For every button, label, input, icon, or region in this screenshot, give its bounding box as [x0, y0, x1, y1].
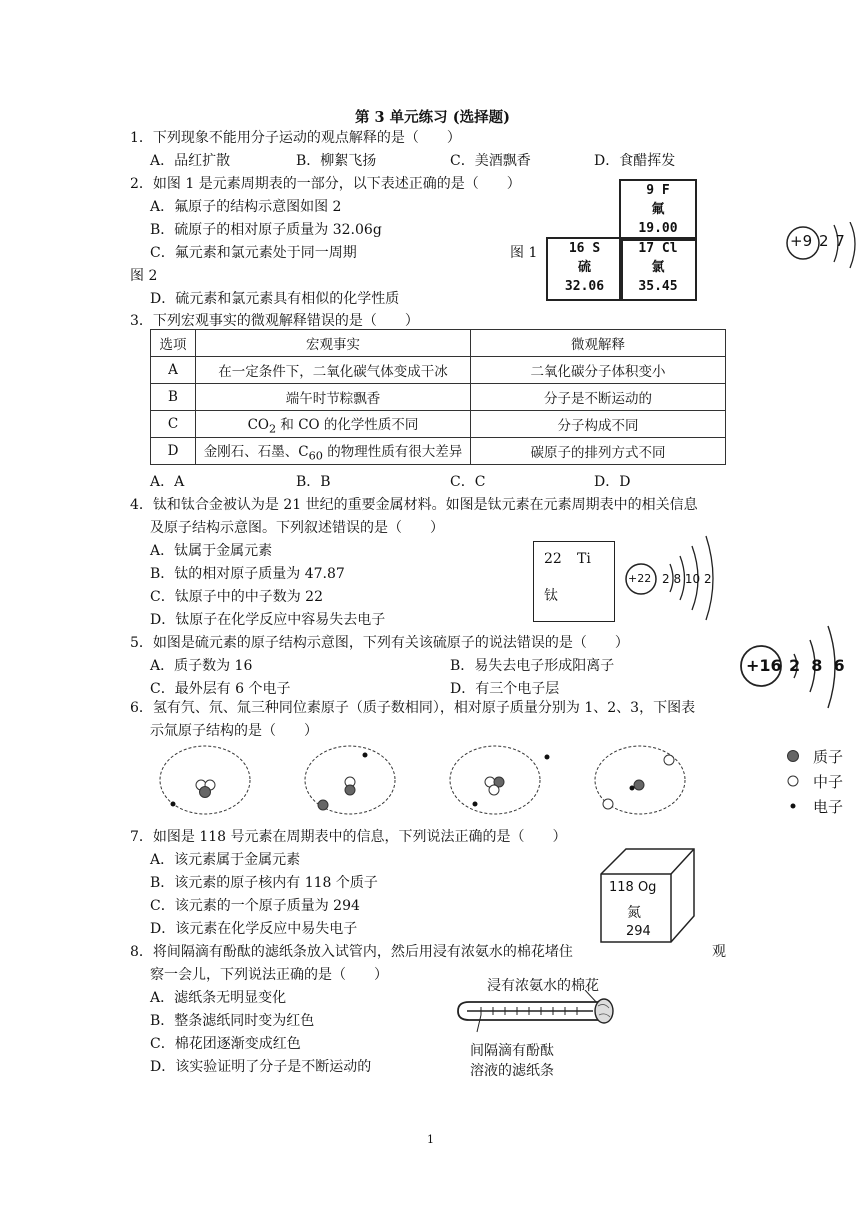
ti-nucleus-label: +22: [628, 572, 652, 585]
q4-option-d: D．钛原子在化学反应中容易失去电子: [150, 612, 386, 628]
q5-option-a: A．质子数为 16: [150, 658, 253, 674]
table-cell: A: [151, 357, 196, 384]
formula-text: 和 CO 的化学性质不同: [276, 416, 419, 433]
table-row: [151, 411, 726, 438]
q4-option-c: C．钛原子中的中子数为 22: [150, 589, 323, 605]
cell-f-mass: 19.00: [638, 221, 678, 236]
q3-stem: 3．下列宏观事实的微观解释错误的是（ ）: [130, 313, 419, 329]
q4-option-b: B．钛的相对原子质量为 47.87: [150, 566, 345, 582]
q3-table: [150, 329, 726, 465]
cotton-label: 浸有浓氨水的棉花: [487, 978, 599, 994]
legend-proton-label: 质子: [813, 748, 844, 766]
table-header-row: [151, 330, 726, 357]
q8-stem-line2: 察一会儿，下列说法正确的是（ ）: [150, 967, 388, 983]
hydrogen-isotope-options: [150, 740, 750, 820]
table-cell: [196, 411, 471, 438]
table-cell: 在一定条件下，二氧化碳气体变成干冰: [196, 357, 471, 384]
q5-stem: 5．如图是硫元素的原子结构示意图，下列有关该硫原子的说法错误的是（ ）: [130, 635, 629, 651]
q2-option-b: B．硫原子的相对原子质量为 32.06g: [150, 222, 382, 238]
q4-stem-line1: 4．钛和钛合金被认为是 21 世纪的重要金属材料。如图是钛元素在元素周期表中的相关信息: [130, 497, 698, 513]
table-header-cell: 选项: [151, 330, 196, 357]
q7-option-a: A．该元素属于金属元素: [150, 852, 301, 868]
ti-atomic-number: 22: [544, 551, 562, 567]
cell-s-mass: 32.06: [564, 279, 605, 294]
q1-option-b: B．柳絮飞扬: [296, 153, 377, 169]
formula-subscript: 2: [268, 422, 277, 436]
q5-option-b: B．易失去电子形成阳离子: [450, 658, 615, 674]
table-cell: 分子是不断运动的: [471, 384, 726, 411]
q8-option-c: C．棉花团逐渐变成红色: [150, 1036, 301, 1052]
fluorine-nucleus-label: +9: [790, 232, 813, 250]
q8-option-d: D．该实验证明了分子是不断运动的: [150, 1059, 372, 1075]
q8-option-a: A．滤纸条无明显变化: [150, 990, 287, 1006]
q3-option-d: D．D: [594, 474, 631, 490]
q7-stem: 7．如图是 118 号元素在周期表中的信息，下列说法正确的是（ ）: [130, 829, 567, 845]
q2-option-a: A．氟原子的结构示意图如图 2: [150, 199, 342, 215]
q7-option-c: C．该元素的一个原子质量为 294: [150, 898, 360, 914]
element-cell-cl: [619, 237, 697, 301]
formula-text: CO: [247, 416, 269, 433]
q6-stem-line1: 6．氢有氕、氘、氚三种同位素原子（质子数相同），相对原子质量分别为 1、2、3，下图表: [130, 700, 696, 716]
isotope-diagram-d: [595, 746, 685, 814]
ti-name: 钛: [544, 588, 558, 604]
q8-stem-line1-a: 8．将间隔滴有酚酞的滤纸条放入试管内，然后用浸有浓氨水的棉花堵住: [130, 944, 573, 960]
page-title: 第 3 单元练习 (选择题): [355, 109, 510, 126]
q2-fig2-label: 图 2: [130, 268, 158, 284]
isotope-diagram-a: [160, 746, 250, 814]
og-name: 氮: [627, 905, 641, 921]
ti-shells-label: 2 8 10 2: [662, 572, 712, 586]
q8-stem-line1-b: 观: [712, 944, 726, 960]
og-mass: 294: [626, 924, 651, 939]
cell-f-name: 氟: [651, 202, 665, 217]
filter-strip-label-line1: 间隔滴有酚酞: [470, 1043, 554, 1059]
page-number: 1: [427, 1133, 434, 1146]
q2-option-c: C．氟元素和氯元素处于同一周期: [150, 245, 357, 261]
q1-option-d: D．食醋挥发: [594, 153, 676, 169]
q5-option-d: D．有三个电子层: [450, 681, 560, 697]
q1-option-c: C．美酒飘香: [450, 153, 531, 169]
q8-option-b: B．整条滤纸同时变为红色: [150, 1013, 315, 1029]
formula-text: 金刚石、石墨、C: [203, 443, 309, 460]
q4-stem-line2: 及原子结构示意图。下列叙述错误的是（ ）: [150, 520, 444, 536]
q1-stem: 1．下列现象不能用分子运动的观点解释的是（ ）: [130, 130, 461, 146]
isotope-diagram-c: [450, 746, 550, 814]
q7-option-d: D．该元素在化学反应中易失电子: [150, 921, 358, 937]
table-row: [151, 357, 726, 384]
q2-fig1-label: 图 1: [510, 245, 538, 261]
q1-option-a: A．品红扩散: [150, 153, 231, 169]
cell-s-number-symbol: 16 S: [568, 241, 601, 256]
table-cell: 分子构成不同: [471, 411, 726, 438]
table-cell: D: [151, 438, 196, 465]
sulfur-shells-label: 2 8 6: [789, 656, 845, 675]
test-tube-diagram: [455, 990, 625, 1040]
q6-stem-line2: 示氚原子结构的是（ ）: [150, 723, 318, 739]
formula-text: 的物理性质有很大差异: [322, 443, 463, 460]
table-cell: 端午时节粽飘香: [196, 384, 471, 411]
legend-neutron-label: 中子: [813, 773, 844, 791]
q2-option-d: D．硫元素和氯元素具有相似的化学性质: [150, 291, 400, 307]
sulfur-nucleus-label: +16: [746, 656, 782, 675]
legend-electron-label: 电子: [813, 798, 844, 816]
q3-option-a: A．A: [150, 474, 185, 490]
q5-option-c: C．最外层有 6 个电子: [150, 681, 291, 697]
table-cell: 碳原子的排列方式不同: [471, 438, 726, 465]
table-row: [151, 438, 726, 465]
q2-stem: 2．如图 1 是元素周期表的一部分，以下表述正确的是（ ）: [130, 176, 521, 192]
q3-option-c: C．C: [450, 474, 486, 490]
og-number-symbol: 118 Og: [609, 880, 657, 895]
element-cell-f: [619, 179, 697, 241]
formula-subscript: 60: [308, 449, 323, 463]
isotope-diagram-b: [305, 746, 395, 814]
table-cell: 二氧化碳分子体积变小: [471, 357, 726, 384]
q3-option-b: B．B: [296, 474, 331, 490]
table-header-cell: 微观解释: [471, 330, 726, 357]
q7-option-b: B．该元素的原子核内有 118 个质子: [150, 875, 378, 891]
fluorine-shells-label: 2 7: [819, 232, 846, 250]
cell-cl-number-symbol: 17 Cl: [638, 241, 678, 256]
cell-f-number-symbol: 9 F: [646, 183, 670, 198]
cell-s-name: 硫: [577, 260, 591, 275]
cell-cl-mass: 35.45: [638, 279, 678, 294]
table-cell: [196, 438, 471, 465]
element-cell-s: [546, 237, 623, 301]
q4-option-a: A．钛属于金属元素: [150, 543, 273, 559]
isotope-legend-symbols: [786, 748, 802, 818]
table-row: [151, 384, 726, 411]
cell-cl-name: 氯: [651, 260, 665, 275]
ti-symbol: Ti: [577, 551, 591, 567]
filter-strip-label-line2: 溶液的滤纸条: [470, 1063, 554, 1079]
table-cell: B: [151, 384, 196, 411]
table-header-cell: 宏观事实: [196, 330, 471, 357]
table-cell: C: [151, 411, 196, 438]
